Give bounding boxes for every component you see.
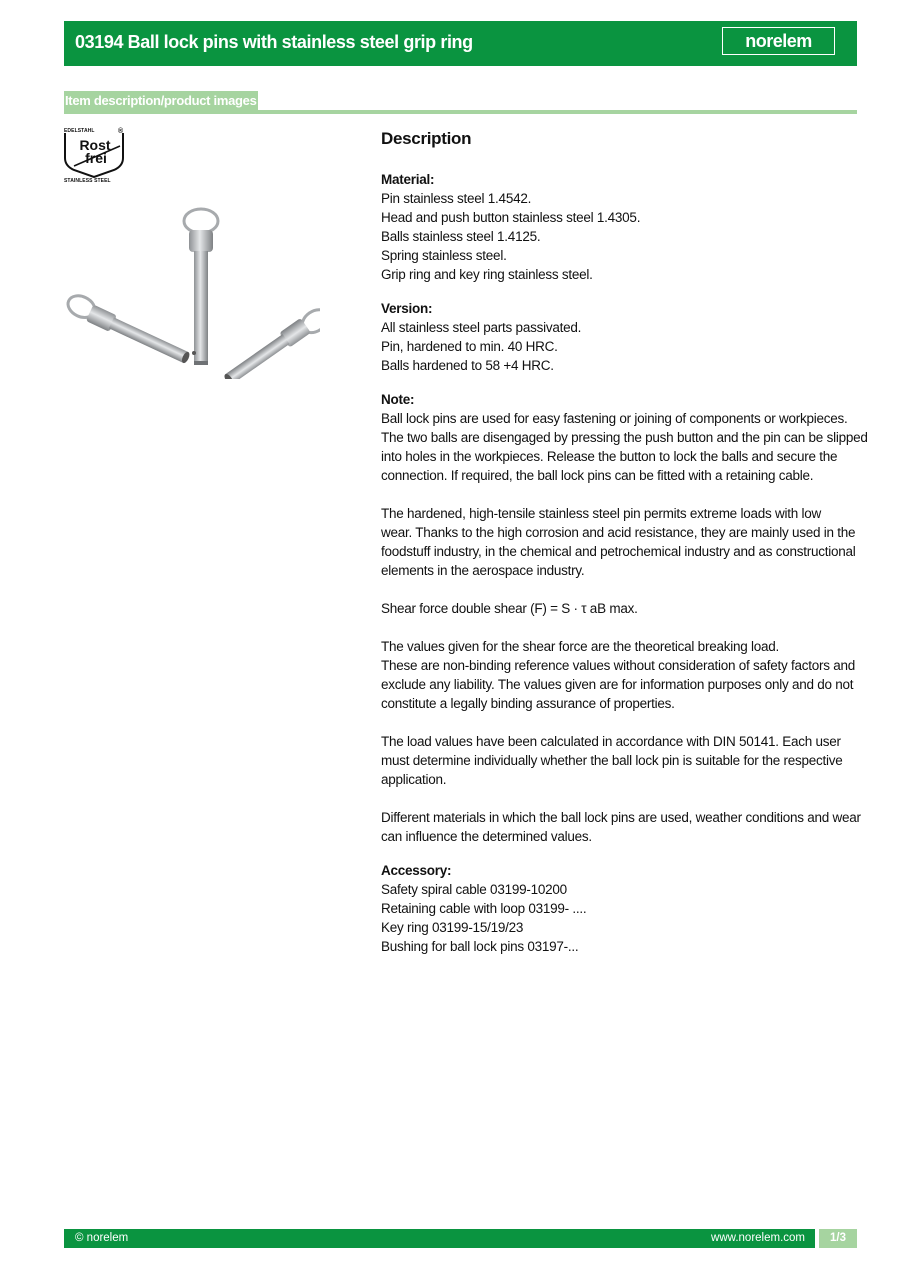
note-paragraph (381, 637, 861, 713)
note-paragraph (381, 599, 861, 618)
note-line: Different materials in which the ball lock pins are used, weather conditions and wear (381, 810, 861, 825)
accessory-block (381, 861, 861, 956)
description-section (381, 128, 868, 971)
version-line: Balls hardened to 58 +4 HRC. (381, 358, 554, 373)
footer-website-link[interactable]: www.norelem.com (711, 1232, 805, 1244)
note-line: can influence the determined values. (381, 829, 592, 844)
section-heading: Item description/product images (65, 93, 257, 108)
badge-line2: frei (85, 150, 107, 166)
note-line: elements in the aerospace industry. (381, 563, 585, 578)
accessory-title: Accessory: (381, 863, 452, 878)
material-line: Pin stainless steel 1.4542. (381, 191, 532, 206)
note-line: wear. Thanks to the high corrosion and acid resistance, they are mainly used in the (381, 525, 856, 540)
note-paragraph (381, 504, 861, 580)
accessory-line: Key ring 03199-15/19/23 (381, 920, 524, 935)
note-paragraph (381, 732, 861, 789)
note-line: into holes in the workpieces. Release the button to lock the balls and secure the (381, 449, 838, 464)
material-line: Spring stainless steel. (381, 248, 507, 263)
product-image (64, 203, 320, 379)
note-paragraph (381, 409, 868, 485)
section-divider (64, 110, 857, 114)
note-line: Ball lock pins are used for easy fastening or joining of components or workpieces. (381, 411, 848, 426)
version-block (381, 299, 861, 375)
badge-top-text: EDELSTAHL (64, 128, 95, 134)
badge-line1: Rost (79, 137, 111, 153)
stainless-steel-badge (64, 128, 126, 186)
note-line: The hardened, high-tensile stainless steel pin permits extreme loads with low (381, 506, 821, 521)
accessory-line: Safety spiral cable 03199-10200 (381, 882, 567, 897)
note-line: constitute a legally binding assurance of properties. (381, 696, 675, 711)
material-line: Grip ring and key ring stainless steel. (381, 267, 593, 282)
note-block (381, 390, 868, 846)
accessory-line: Retaining cable with loop 03199- .... (381, 901, 587, 916)
material-block (381, 170, 861, 284)
note-line: connection. If required, the ball lock pins can be fitted with a retaining cable. (381, 468, 814, 483)
material-title: Material: (381, 172, 435, 187)
note-line: must determine individually whether the ball lock pin is suitable for the respective (381, 753, 843, 768)
note-title: Note: (381, 392, 415, 407)
version-title: Version: (381, 301, 433, 316)
version-line: Pin, hardened to min. 40 HRC. (381, 339, 558, 354)
shear-force-formula: Shear force double shear (F) = S · τ aB max. (381, 601, 638, 616)
logo-text: norelem (745, 30, 812, 51)
page-title: 03194 Ball lock pins with stainless steel grip ring (75, 32, 473, 52)
page-number: 1/3 (819, 1229, 857, 1248)
header-bar (64, 21, 857, 66)
badge-bottom-text: STAINLESS STEEL (64, 178, 111, 184)
footer-copyright: © norelem (75, 1232, 129, 1244)
norelem-logo (722, 27, 835, 55)
note-paragraph (381, 808, 861, 846)
note-line: The values given for the shear force are the theoretical breaking load. (381, 639, 779, 654)
footer-bar (64, 1229, 857, 1248)
note-line: The load values have been calculated in accordance with DIN 50141. Each user (381, 734, 841, 749)
note-line: application. (381, 772, 447, 787)
shield-icon (64, 128, 126, 178)
badge-registered: ® (118, 128, 124, 135)
version-line: All stainless steel parts passivated. (381, 320, 582, 335)
material-line: Balls stainless steel 1.4125. (381, 229, 541, 244)
description-heading: Description (381, 129, 472, 148)
accessory-line: Bushing for ball lock pins 03197-... (381, 939, 579, 954)
note-line: exclude any liability. The values given are for information purposes only and do not (381, 677, 854, 692)
material-line: Head and push button stainless steel 1.4305. (381, 210, 641, 225)
note-line: The two balls are disengaged by pressing the push button and the pin can be slipped (381, 430, 868, 445)
note-line: These are non-binding reference values without consideration of safety factors and (381, 658, 856, 673)
note-line: foodstuff industry, in the chemical and petrochemical industry and as constructional (381, 544, 856, 559)
